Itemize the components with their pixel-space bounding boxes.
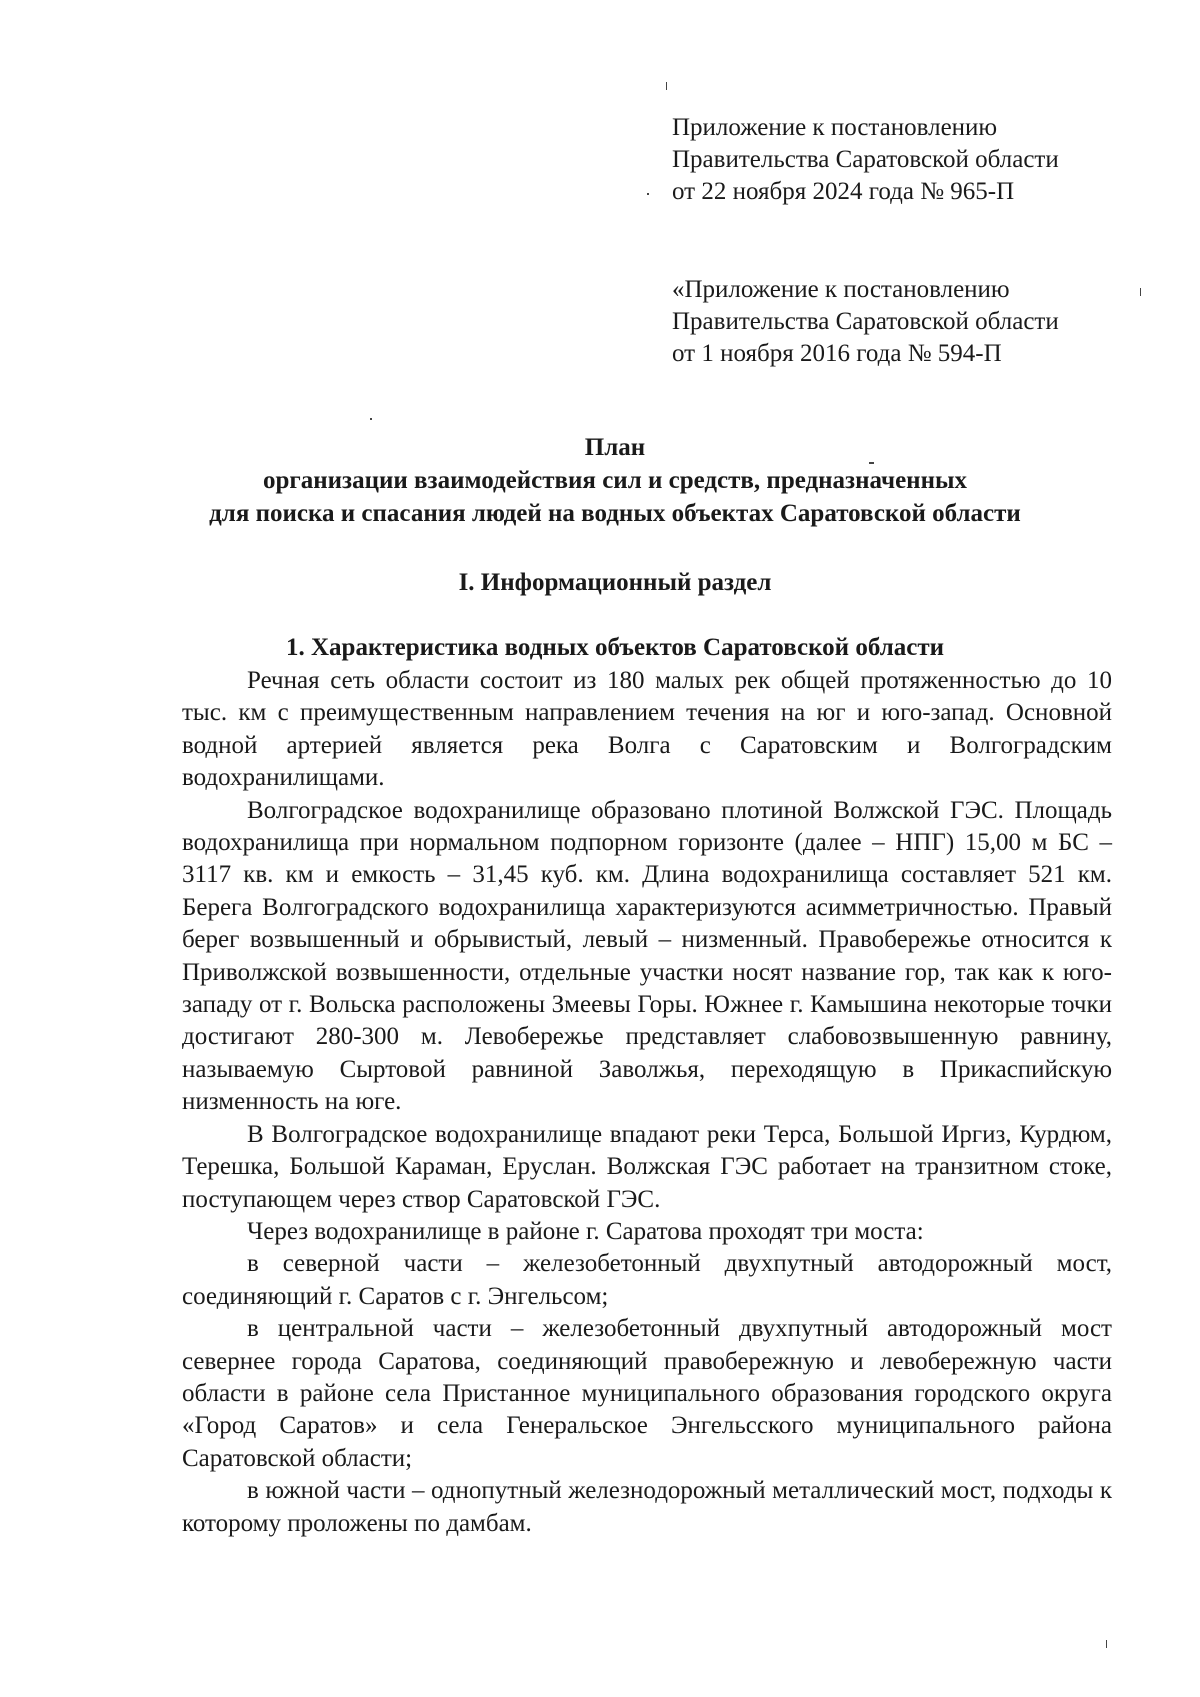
title-line: организации взаимодействия сил и средств, предназначенных xyxy=(262,467,968,494)
paragraph: в северной части – железобетонный двухпутный автодорожный мост, соединяющий г. Саратов с г. Энгельсом; xyxy=(182,1250,1112,1310)
appendix-line: Приложение к постановлению xyxy=(672,114,998,141)
appendix-line: от 22 ноября 2024 года № 965-П xyxy=(672,178,1015,205)
appendix-line: от 1 ноября 2016 года № 594-П xyxy=(672,340,1002,367)
paragraph: Речная сеть области состоит из 180 малых рек общей протяженностью до 10 тыс. км с преимущественным направлением течения на юг и юго-запад. Основной водной артерией является река Волга с Саратовским и Волгоградским водохранилищами. xyxy=(182,667,1112,792)
title-line: План xyxy=(584,434,646,461)
title-line: для поиска и спасания людей на водных объектах Саратовской области xyxy=(209,500,1021,527)
subsection-heading: 1. Характеристика водных объектов Саратовской области xyxy=(285,634,945,661)
appendix-header xyxy=(672,112,1152,208)
scan-artifact xyxy=(1106,1640,1107,1648)
paragraph: Через водохранилище в районе г. Саратова проходят три моста: xyxy=(247,1217,924,1245)
original-appendix-header xyxy=(672,274,1152,370)
section-heading: I. Информационный раздел xyxy=(458,569,772,596)
appendix-line: «Приложение к постановлению xyxy=(672,276,1010,303)
scan-artifact xyxy=(1140,288,1141,296)
scan-artifact xyxy=(370,418,372,420)
scan-artifact xyxy=(647,193,649,195)
paragraph: в южной части – однопутный железнодорожный металлический мост, подходы к которому проложены по дамбам. xyxy=(182,1477,1112,1537)
body-text xyxy=(182,665,1112,1540)
scan-artifact xyxy=(666,82,667,90)
paragraph: Волгоградское водохранилище образовано плотиной Волжской ГЭС. Площадь водохранилища при нормальном подпорном горизонте (далее – НПГ) 15,00 м БС – 3117 кв. км и емкость – 31,45 куб. км. Длина водохранилища составляет 521 км. Берега Волгоградского водохранилища характеризуются асимметричностью. Правый берег возвышенный и обрывистый, левый – низменный. Правобережье относится к Приволжской возвышенности, отдельные участки носят название гор, так как к юго-западу от г. Вольска расположены Змеевы Горы. Южнее г. Камышина некоторые точки достигают 280-300 м. Левобережье представляет слабовозвышенную равнину, называемую Сыртовой равниной Заволжья, переходящую в Прикаспийскую низменность на юге. xyxy=(182,796,1112,1116)
scan-artifact xyxy=(869,462,874,464)
appendix-line: Правительства Саратовской области xyxy=(672,146,1059,173)
appendix-line: Правительства Саратовской области xyxy=(672,308,1059,335)
paragraph: в центральной части – железобетонный двухпутный автодорожный мост севернее города Саратова, соединяющий правобережную и левобережную части области в районе села Пристанное муниципального образования городского округа «Город Саратов» и села Генеральское Энгельсского муниципального района Саратовской области; xyxy=(182,1315,1112,1472)
document-title xyxy=(150,431,1080,530)
paragraph: В Волгоградское водохранилище впадают реки Терса, Большой Иргиз, Курдюм, Терешка, Большой Караман, Еруслан. Волжская ГЭС работает на транзитном стоке, поступающем через створ Саратовской ГЭС. xyxy=(182,1120,1112,1213)
